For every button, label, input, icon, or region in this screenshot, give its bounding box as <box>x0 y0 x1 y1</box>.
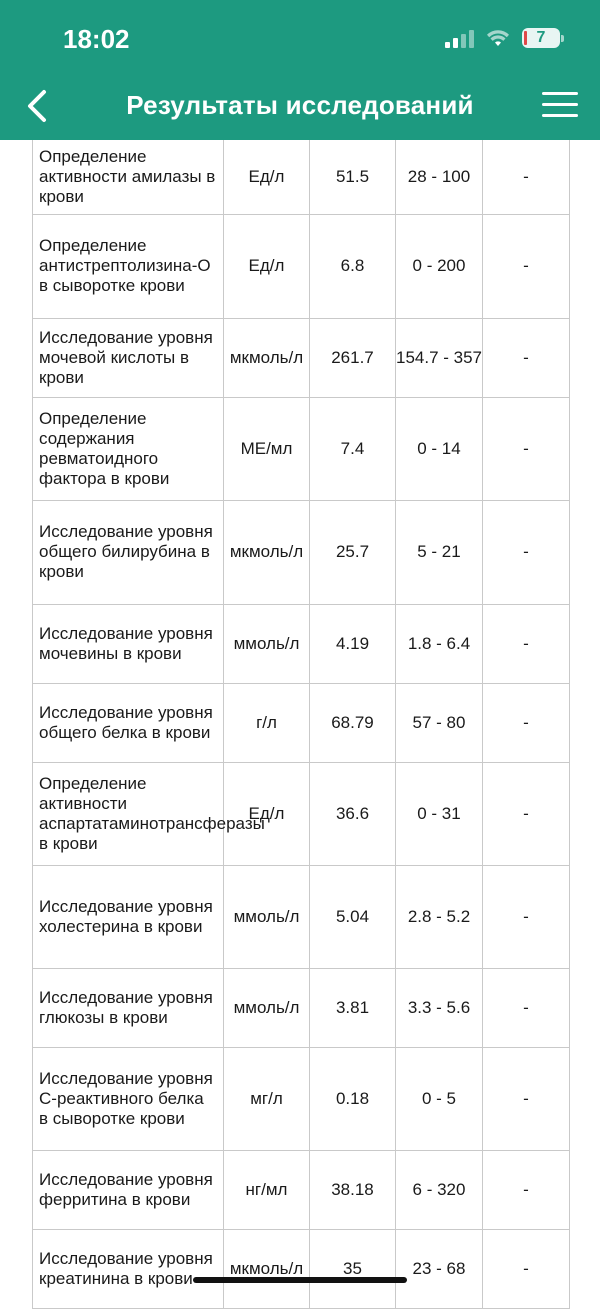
result-value: 6.8 <box>310 214 396 318</box>
result-name: Исследование уровня мочевины в крови <box>33 604 224 683</box>
result-unit: ммоль/л <box>224 865 310 968</box>
result-value: 4.19 <box>310 604 396 683</box>
result-unit: МЕ/мл <box>224 397 310 500</box>
result-reference-range: 2.8 - 5.2 <box>396 865 483 968</box>
result-value: 38.18 <box>310 1150 396 1229</box>
result-unit: Ед/л <box>224 214 310 318</box>
status-time: 18:02 <box>63 24 130 54</box>
result-unit: г/л <box>224 683 310 762</box>
result-flag: - <box>483 968 570 1047</box>
result-flag: - <box>483 1150 570 1229</box>
result-unit: ммоль/л <box>224 604 310 683</box>
result-flag: - <box>483 140 570 214</box>
cellular-signal-icon <box>445 28 474 48</box>
result-value: 261.7 <box>310 318 396 397</box>
result-value: 3.81 <box>310 968 396 1047</box>
results-table <box>32 140 570 1309</box>
result-reference-range: 154.7 - 357 <box>396 318 483 397</box>
result-value: 36.6 <box>310 762 396 865</box>
table-row <box>33 968 570 1047</box>
result-reference-range: 1.8 - 6.4 <box>396 604 483 683</box>
result-flag: - <box>483 683 570 762</box>
result-value: 5.04 <box>310 865 396 968</box>
page-title: Результаты исследований <box>126 90 474 120</box>
table-row <box>33 140 570 214</box>
result-name: Исследование уровня общего билирубина в крови <box>33 500 224 604</box>
table-row <box>33 604 570 683</box>
result-flag: - <box>483 500 570 604</box>
result-name: Определение активности аспартатаминотрансферазы в крови <box>33 762 224 865</box>
result-reference-range: 23 - 68 <box>396 1229 483 1308</box>
table-row <box>33 1047 570 1150</box>
table-row <box>33 1229 570 1308</box>
table-row <box>33 397 570 500</box>
home-indicator <box>193 1277 407 1283</box>
result-name: Исследование уровня ферритина в крови <box>33 1150 224 1229</box>
result-name: Определение антистрептолизина-О в сыворотке крови <box>33 214 224 318</box>
result-reference-range: 0 - 5 <box>396 1047 483 1150</box>
app-header <box>0 0 600 140</box>
result-unit: мкмоль/л <box>224 500 310 604</box>
result-flag: - <box>483 865 570 968</box>
table-row <box>33 683 570 762</box>
result-flag: - <box>483 762 570 865</box>
result-unit: Ед/л <box>224 762 310 865</box>
result-name: Исследование уровня С-реактивного белка в сыворотке крови <box>33 1047 224 1150</box>
result-unit: Ед/л <box>224 140 310 214</box>
battery-icon: 7 <box>522 28 560 48</box>
result-name: Исследование уровня общего белка в крови <box>33 683 224 762</box>
hamburger-menu-icon <box>542 92 578 117</box>
result-unit: мкмоль/л <box>224 318 310 397</box>
table-row <box>33 318 570 397</box>
result-reference-range: 0 - 200 <box>396 214 483 318</box>
result-unit: ммоль/л <box>224 968 310 1047</box>
menu-button[interactable] <box>542 92 578 120</box>
result-value: 68.79 <box>310 683 396 762</box>
result-reference-range: 6 - 320 <box>396 1150 483 1229</box>
result-unit: мг/л <box>224 1047 310 1150</box>
result-name: Исследование уровня мочевой кислоты в крови <box>33 318 224 397</box>
result-flag: - <box>483 214 570 318</box>
result-reference-range: 28 - 100 <box>396 140 483 214</box>
result-name: Определение активности амилазы в крови <box>33 140 224 214</box>
result-reference-range: 3.3 - 5.6 <box>396 968 483 1047</box>
result-flag: - <box>483 318 570 397</box>
table-row <box>33 1150 570 1229</box>
result-flag: - <box>483 397 570 500</box>
result-unit: нг/мл <box>224 1150 310 1229</box>
result-value: 0.18 <box>310 1047 396 1150</box>
table-row <box>33 500 570 604</box>
result-reference-range: 5 - 21 <box>396 500 483 604</box>
status-icons <box>445 28 560 48</box>
result-reference-range: 57 - 80 <box>396 683 483 762</box>
result-reference-range: 0 - 31 <box>396 762 483 865</box>
result-reference-range: 0 - 14 <box>396 397 483 500</box>
result-flag: - <box>483 1047 570 1150</box>
table-row <box>33 214 570 318</box>
result-value: 51.5 <box>310 140 396 214</box>
wifi-icon <box>486 28 510 48</box>
result-value: 25.7 <box>310 500 396 604</box>
result-value: 35 <box>310 1229 396 1308</box>
result-name: Определение содержания ревматоидного фактора в крови <box>33 397 224 500</box>
result-name: Исследование уровня глюкозы в крови <box>33 968 224 1047</box>
result-name: Исследование уровня холестерина в крови <box>33 865 224 968</box>
table-row <box>33 865 570 968</box>
result-unit: мкмоль/л <box>224 1229 310 1308</box>
table-row <box>33 762 570 865</box>
result-value: 7.4 <box>310 397 396 500</box>
result-name: Исследование уровня креатинина в крови <box>33 1229 224 1308</box>
result-flag: - <box>483 1229 570 1308</box>
result-flag: - <box>483 604 570 683</box>
